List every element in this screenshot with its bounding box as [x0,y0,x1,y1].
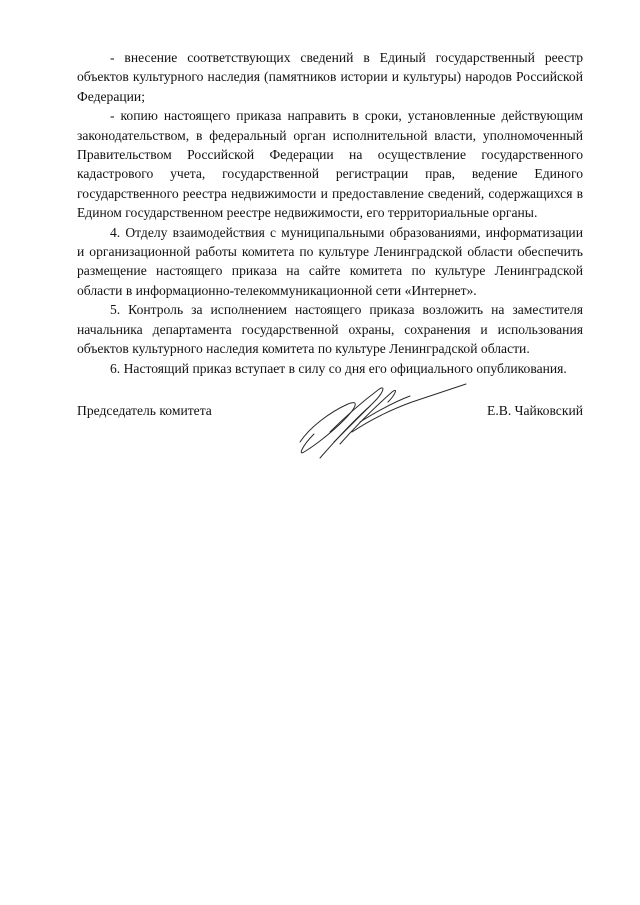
paragraph-item-6: 6. Настоящий приказ вступает в силу со дня его официального опубликования. [110,360,567,376]
paragraph-item-5: 5. Контроль за исполнением настоящего приказа возложить на заместителя начальника департамента государственной охраны, сохранения и использования объектов культурного наследия комитета по культуре Ленинградской области. [77,302,583,357]
paragraph-copy-to-federal-body: - копию настоящего приказа направить в сроки, установленные действующим законодательством, в федеральный орган исполнительной власти, уполномоченный Правительством Российской Федерации на осуществление государственного кадастрового учета, государственной регистрации прав, ведение Единого государственного реестра недвижимости и предоставление сведений, содержащихся в Едином государственном реестре недвижимости, его территориальные органы. [77,108,583,221]
signatory-position: Председатель комитета [77,403,212,418]
paragraph-item-4: 4. Отделу взаимодействия с муниципальными образованиями, информатизации и организационной работы комитета по культуре Ленинградской области обеспечить размещение настоящего приказа на сайте комитета по культуре Ленинградской области в информационно-телекоммуникационной сети «Интернет». [77,224,583,298]
paragraph-registry-entry: - внесение соответствующих сведений в Единый государственный реестр объектов культурного наследия (памятников истории и культуры) народов Российской Федерации; [77,50,583,104]
signatory-name: Е.В. Чайковский [487,403,583,418]
handwritten-signature [290,372,470,462]
document-body [77,48,583,378]
